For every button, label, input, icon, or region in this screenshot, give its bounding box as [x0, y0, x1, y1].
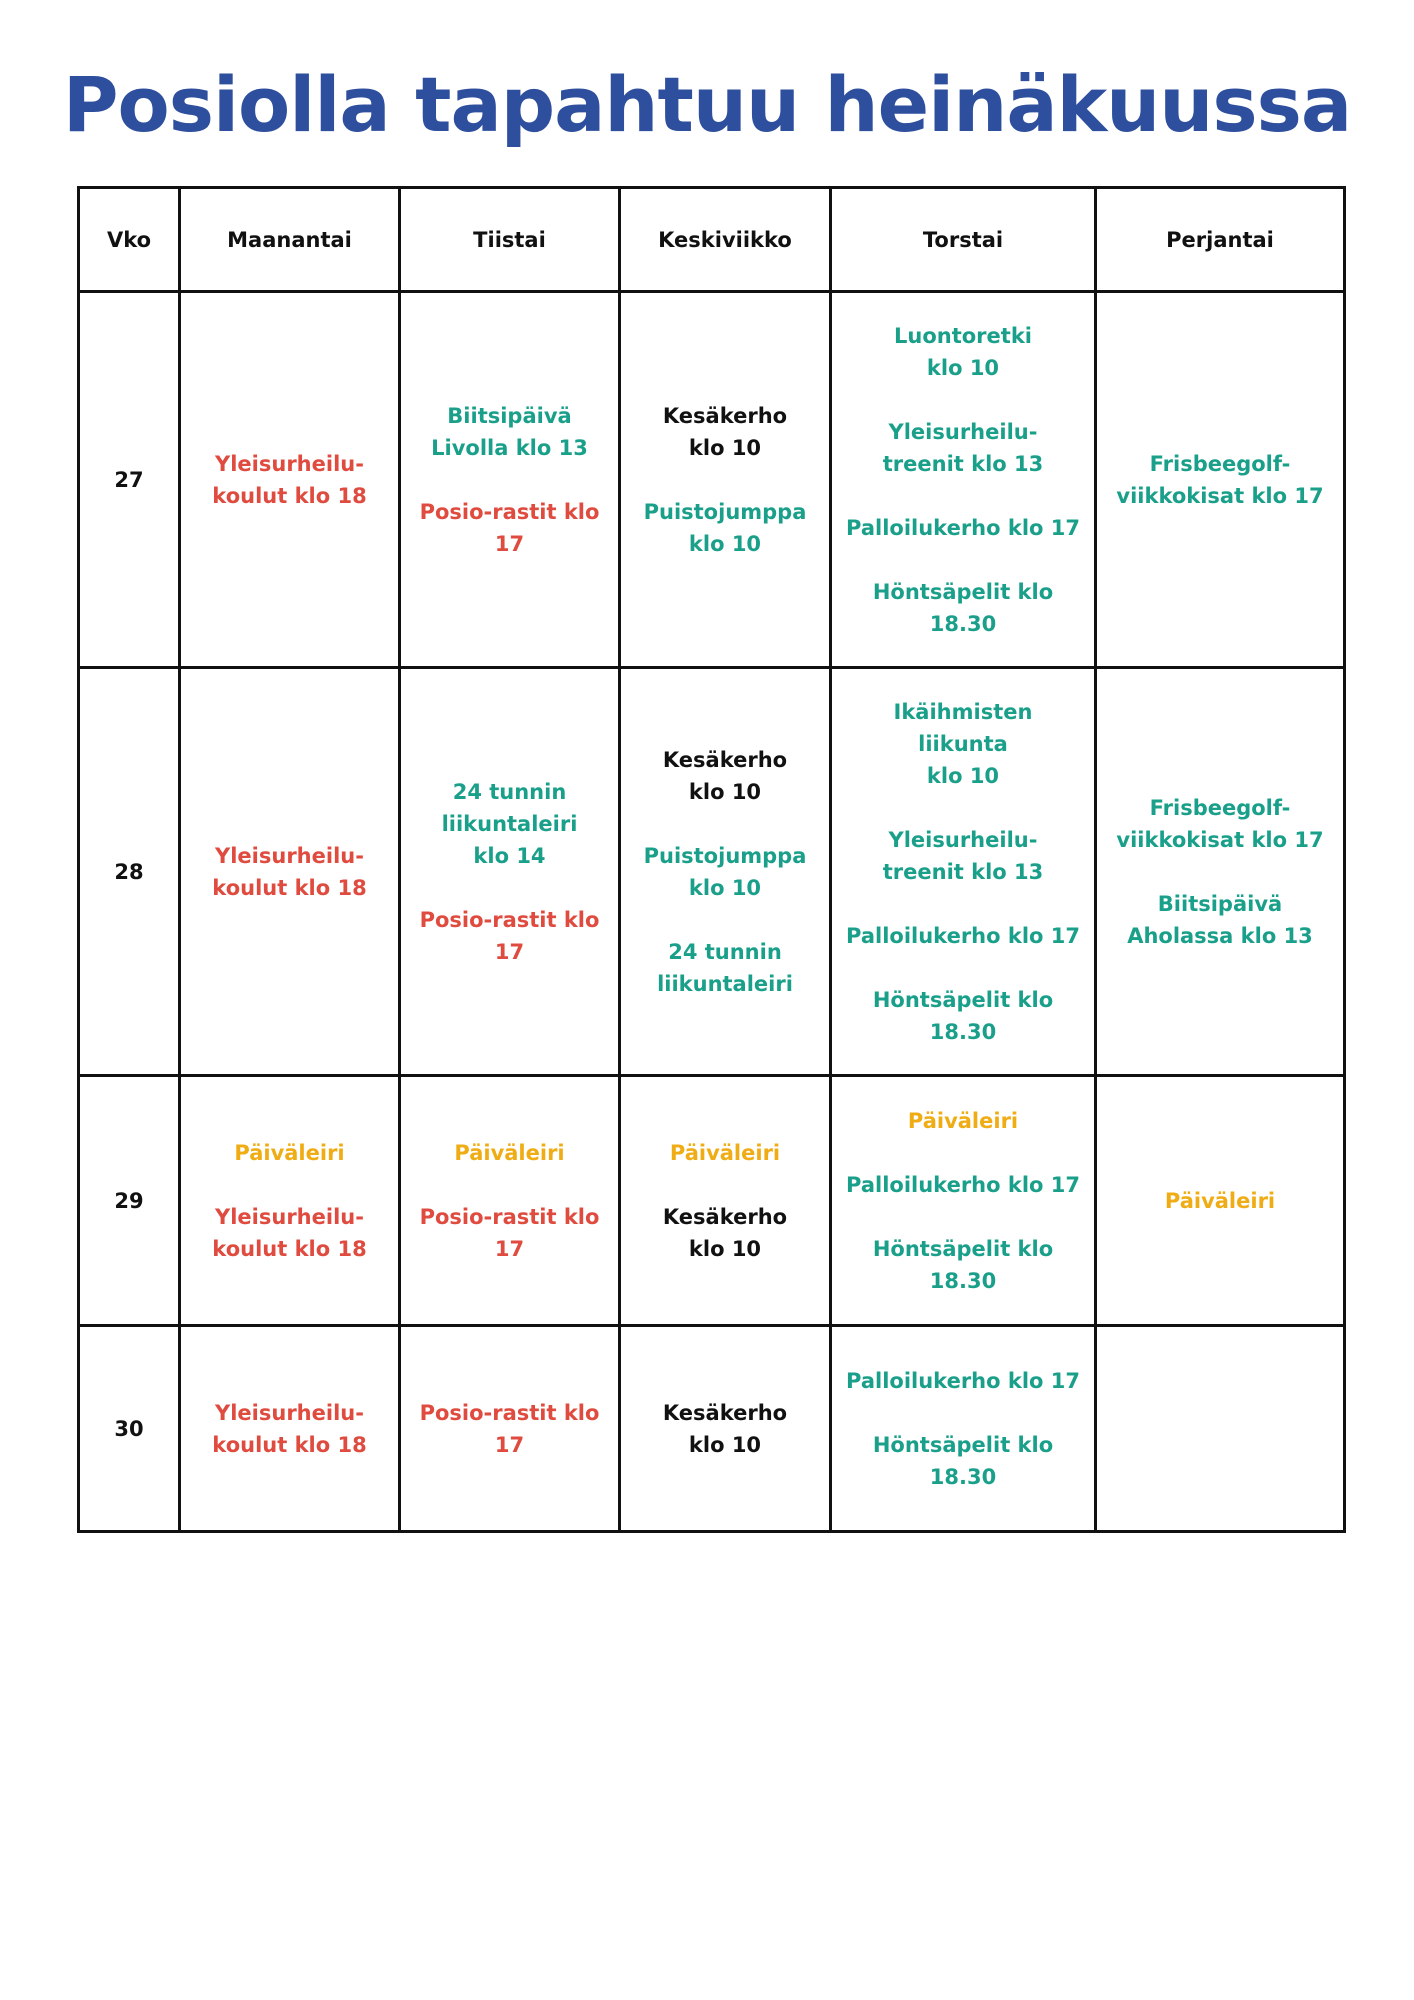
event-item: Yleisurheilu- treenit klo 13 — [882, 827, 1044, 884]
schedule-row — [79, 668, 1345, 1076]
event-item: Puistojumppa klo 10 — [643, 843, 807, 900]
cell-friday — [1096, 668, 1345, 1076]
cell-tuesday — [400, 1326, 620, 1532]
cell-tuesday — [400, 292, 620, 668]
event-item: Biitsipäivä Aholassa klo 13 — [1127, 891, 1313, 948]
cell-thursday — [831, 1326, 1096, 1532]
cell-tuesday — [400, 1076, 620, 1326]
event-item: Palloilukerho klo 17 — [846, 1368, 1080, 1393]
cell-thursday — [831, 1076, 1096, 1326]
event-item: Höntsäpelit klo 18.30 — [872, 1236, 1054, 1293]
event-item: Frisbeegolf- viikkokisat klo 17 — [1116, 795, 1324, 852]
event-item: Palloilukerho klo 17 — [846, 515, 1080, 540]
event-item: Palloilukerho klo 17 — [846, 923, 1080, 948]
event-item: Kesäkerho klo 10 — [662, 747, 788, 804]
event-item: Yleisurheilu- koulut klo 18 — [212, 451, 367, 508]
week-number: 30 — [79, 1326, 180, 1532]
week-number: 29 — [79, 1076, 180, 1326]
cell-friday — [1096, 292, 1345, 668]
event-item: Päiväleiri — [1164, 1188, 1276, 1213]
event-item: Höntsäpelit klo 18.30 — [872, 579, 1054, 636]
event-item: Posio-rastit klo 17 — [419, 1204, 600, 1261]
event-item: Päiväleiri — [907, 1108, 1019, 1133]
week-number: 27 — [79, 292, 180, 668]
cell-monday — [180, 1076, 400, 1326]
cell-thursday — [831, 292, 1096, 668]
cell-monday — [180, 668, 400, 1076]
week-number: 28 — [79, 668, 180, 1076]
event-item: Päiväleiri — [669, 1140, 781, 1165]
header-row — [79, 188, 1345, 292]
event-item: 24 tunnin liikuntaleiri — [657, 939, 793, 996]
cell-friday — [1096, 1326, 1345, 1532]
header-tuesday: Tiistai — [400, 188, 620, 292]
event-item: Posio-rastit klo 17 — [419, 907, 600, 964]
event-item: Ikäihmisten liikunta klo 10 — [893, 699, 1033, 788]
event-item: Yleisurheilu- koulut klo 18 — [212, 1204, 367, 1261]
schedule-row — [79, 1076, 1345, 1326]
cell-monday — [180, 1326, 400, 1532]
cell-wednesday — [620, 1326, 831, 1532]
header-wednesday: Keskiviikko — [620, 188, 831, 292]
event-item: Frisbeegolf- viikkokisat klo 17 — [1116, 451, 1324, 508]
event-item: Palloilukerho klo 17 — [846, 1172, 1080, 1197]
event-item: Posio-rastit klo 17 — [419, 1400, 600, 1457]
cell-tuesday — [400, 668, 620, 1076]
cell-wednesday — [620, 1076, 831, 1326]
event-item: Päiväleiri — [234, 1140, 345, 1165]
event-item: Posio-rastit klo 17 — [419, 499, 600, 556]
event-item: Höntsäpelit klo 18.30 — [872, 987, 1054, 1044]
event-item: Yleisurheilu- treenit klo 13 — [882, 419, 1044, 476]
event-item: Kesäkerho klo 10 — [662, 1400, 788, 1457]
cell-wednesday — [620, 292, 831, 668]
event-item: Biitsipäivä Livolla klo 13 — [431, 403, 588, 460]
header-friday: Perjantai — [1096, 188, 1345, 292]
cell-friday — [1096, 1076, 1345, 1326]
header-monday: Maanantai — [180, 188, 400, 292]
event-item: Yleisurheilu- koulut klo 18 — [212, 843, 367, 900]
schedule-row — [79, 292, 1345, 668]
event-item: 24 tunnin liikuntaleiri klo 14 — [441, 779, 578, 868]
page-title: Posiolla tapahtuu heinäkuussa — [62, 60, 1352, 149]
header-thursday: Torstai — [831, 188, 1096, 292]
event-item: Kesäkerho klo 10 — [662, 1204, 788, 1261]
event-item: Yleisurheilu- koulut klo 18 — [212, 1400, 367, 1457]
header-week: Vko — [79, 188, 180, 292]
event-item: Päiväleiri — [454, 1140, 565, 1165]
event-item: Kesäkerho klo 10 — [662, 403, 788, 460]
event-item: Höntsäpelit klo 18.30 — [872, 1432, 1054, 1489]
cell-monday — [180, 292, 400, 668]
cell-wednesday — [620, 668, 831, 1076]
event-item: Luontoretki klo 10 — [894, 323, 1032, 380]
cell-thursday — [831, 668, 1096, 1076]
schedule-table — [77, 186, 1346, 1533]
schedule-row — [79, 1326, 1345, 1532]
event-item: Puistojumppa klo 10 — [643, 499, 807, 556]
